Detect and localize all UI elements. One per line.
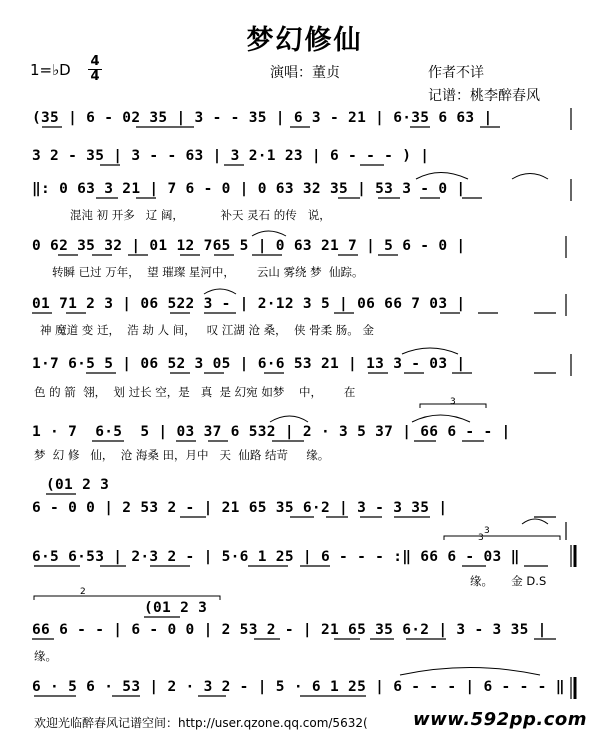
triplet-label: 2 bbox=[80, 587, 86, 597]
score-row: 6 - 0 0 | 2 53 2 - | 21 65 35 6·2 | 3 - 3 35 | bbox=[32, 500, 448, 516]
time-signature-bottom: 4 bbox=[90, 69, 100, 84]
song-title: 梦幻修仙 bbox=[246, 25, 363, 56]
score-row: ‖: 0 63 3 21 | 7 6 - 0 | 0 63 32 35 | 53 3 - 0 | bbox=[32, 181, 466, 197]
footer-welcome-text: 欢迎光临醉春风记谱空间：http://user.qzone.qq.com/5632( bbox=[34, 716, 368, 730]
score-row: (35 | 6 - 02 35 | 3 - - 35 | 6 3 - 21 | 6·35 6 63 | bbox=[32, 110, 493, 126]
key-signature: 1=♭D bbox=[30, 61, 71, 79]
score-row: (01 2 3 bbox=[144, 600, 208, 616]
score-row: 01 71 2 3 | 06 522 3 - | 2·12 3 5 | 06 66 7 03 | bbox=[32, 296, 466, 312]
lyric-line: 缘。 金 D.S bbox=[470, 574, 547, 588]
triplet-label: 3 bbox=[478, 533, 484, 543]
score-row: 1 · 7 6·5 5 | 03 37 6 532 | 2 · 3 5 37 | 66 6 - - | bbox=[32, 424, 511, 440]
score-row: 6 · 5 6 · 53 | 2 · 3 2 - | 5 · 6 1 25 | 6 - - - | 6 - - - ‖ bbox=[32, 679, 565, 695]
author-credit: 作者不详 bbox=[428, 65, 484, 81]
score-row: 1·7 6·5 5 | 06 52 3 05 | 6·6 53 21 | 13 3 - 03 | bbox=[32, 356, 466, 372]
triplet-label: 3 bbox=[484, 526, 490, 536]
score-row: 0 62 35 32 | 01 12 765 5 | 0 63 21 7 | 5 6 - 0 | bbox=[32, 238, 466, 254]
time-signature-top: 4 bbox=[90, 54, 100, 69]
transcriber-credit: 记谱：桃李醉春风 bbox=[428, 88, 540, 104]
lyric-line: 神 魔道 变 迁， 浩 劫 人 间， 叹 江湖 沧 桑， 侠 骨柔 肠。 金 bbox=[40, 323, 374, 337]
triplet-label: 3 bbox=[450, 397, 456, 407]
score-row: 3 2 - 35 | 3 - - 63 | 3 2·1 23 | 6 - - - ) | bbox=[32, 148, 430, 164]
lyric-line: 色 的 箭 翎， 划 过长 空，是 真 是 幻宛 如梦 中， 在 bbox=[34, 385, 356, 399]
lyric-line: 混沌 初 开多 辽 阔， 补天 灵石 的传 说， bbox=[70, 208, 331, 222]
score-row: 66 6 - - | 6 - 0 0 | 2 53 2 - | 21 65 35 6·2 | 3 - 3 35 | bbox=[32, 622, 547, 638]
score-row: (01 2 3 bbox=[46, 477, 110, 493]
lyric-line: 缘。 bbox=[34, 649, 57, 663]
time-signature bbox=[88, 56, 102, 83]
site-logo: www.592pp.com bbox=[413, 709, 588, 730]
lyric-line: 梦 幻 修 仙， 沧 海桑 田，月中 天 仙路 结苛 缘。 bbox=[34, 448, 330, 462]
lyric-line: 转瞬 已过 万年， 望 璀璨 星河中， 云山 雾绕 梦 仙踪。 bbox=[52, 265, 364, 279]
score-row: 6·5 6·53 | 2·3 2 - | 5·6 1 25 | 6 - - - :‖ 66 6 - 03 ‖ bbox=[32, 549, 520, 565]
singer-credit: 演唱：董贞 bbox=[270, 65, 340, 81]
